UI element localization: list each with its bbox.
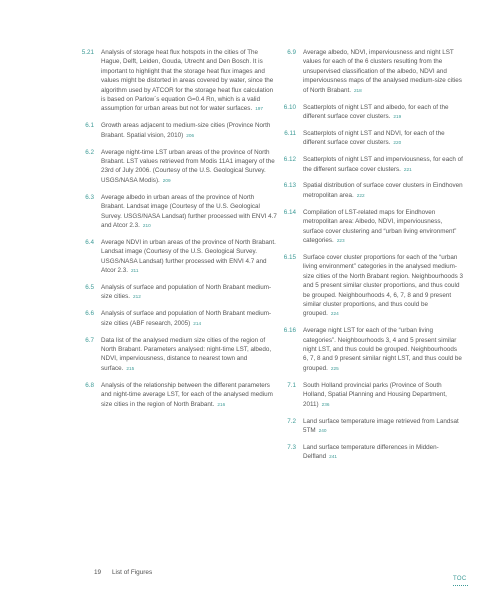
figure-caption — [303, 48, 464, 95]
figure-number: 7.1 — [287, 381, 296, 389]
figure-caption-text: Spatial distribution of surface cover clusters in Eindhoven metropolitan area. — [303, 182, 463, 199]
figure-entry[interactable] — [286, 129, 464, 148]
figure-entry[interactable] — [286, 443, 464, 462]
figure-entry[interactable] — [85, 148, 278, 186]
figure-page-ref[interactable]: 240 — [318, 427, 327, 433]
figure-entry[interactable] — [283, 253, 464, 319]
figure-entry[interactable] — [286, 381, 464, 409]
figure-caption-text: Surface cover cluster proportions for each of the “urban living environment” categories in the analysed medium-size cities of the North Brabant region. Neighbourhoods 3 and 5 present similar cluster proportions, and thus could be grouped. Neighbourhoods 4, 6, 7, 8 and 9 present similar cluster proportions, and thus could be grouped. — [303, 253, 463, 318]
page-number: 19 — [94, 569, 102, 576]
figure-caption — [303, 208, 464, 246]
figure-page-ref[interactable]: 221 — [403, 166, 412, 172]
figure-page-ref[interactable]: 209 — [162, 177, 171, 183]
figure-caption — [101, 336, 278, 374]
figure-number: 6.12 — [283, 156, 296, 164]
figure-caption-text: Average night LST for each of the “urban living categories”. Neighbourhoods 3, 4 and 5 present similar night LST, and thus could be grouped. Neighbourhoods 6, 7, 8 and 9 present similar night LST, and thus could be grouped. — [303, 327, 462, 372]
figure-number: 6.10 — [283, 103, 296, 111]
figure-caption-text: Average albedo, NDVI, imperviousness and night LST values for each of the 6 clusters resulting from the unsupervised classification of the albedo, NDVI and imperviousness maps of the analysed medium-size cities of North Brabant. — [303, 49, 462, 94]
figure-page-ref[interactable]: 241 — [329, 454, 337, 460]
figure-caption-text: Land surface temperature image retrieved from Landsat 5TM — [303, 417, 459, 434]
toc-link[interactable]: TOC — [453, 576, 467, 582]
figure-number: 5.21 — [81, 49, 94, 56]
figure-page-ref[interactable]: 210 — [142, 223, 151, 228]
figure-caption-text: Analysis of the relationship between the different parameters and night-time average LST, for each of the analysed medium size cities in the region of North Brabant. — [101, 381, 273, 408]
figure-page-ref[interactable]: 206 — [186, 132, 195, 138]
figure-caption-text: South Holland provincial parks (Province of South Holland, Spatial Planning and Housing Department, 2011) — [303, 381, 447, 408]
figure-caption — [303, 103, 464, 122]
toc-underline — [453, 585, 468, 586]
figure-page-ref[interactable]: 216 — [217, 401, 226, 407]
figure-caption-text: Land surface temperature differences in Midden-Delfland — [303, 443, 439, 461]
figure-number: 6.1 — [85, 122, 94, 130]
figure-entry[interactable] — [85, 309, 278, 328]
figure-number: 6.14 — [283, 208, 296, 216]
figure-page-ref[interactable]: 218 — [353, 87, 362, 93]
figure-caption — [303, 253, 464, 319]
figure-caption-text: Scatterplots of night LST and NDVI, for each of the different surface cover clusters. — [303, 129, 445, 147]
figure-caption-text: Average night-time LST urban areas of the province of North Brabant. LST values retrieved from Modis 11A1 imagery of the 23rd of July 2006. (Courtesy of the U.S. Geological Survey. USGS/NASA Modis). — [101, 148, 275, 184]
figure-number: 6.15 — [283, 253, 296, 261]
figure-caption-text: Compilation of LST-related maps for Eindhoven metropolitan area: Albedo, NDVI, imperviousness, surface cover clustering and “urban living environment” categories. — [303, 208, 457, 244]
figure-page-ref[interactable]: 225 — [330, 365, 339, 371]
left-column — [81, 48, 278, 417]
figure-entry[interactable] — [85, 336, 278, 374]
figure-entry[interactable] — [85, 238, 278, 276]
figure-entry[interactable] — [85, 283, 278, 302]
figure-caption — [101, 283, 278, 302]
figure-page-ref[interactable]: 219 — [393, 113, 402, 119]
figure-entry[interactable] — [85, 381, 278, 409]
figure-caption — [303, 181, 464, 200]
figure-caption-text: Average NDVI in urban areas of the province of North Brabant. Landsat image (Courtesy of the U.S. Geological Survey. USGS/NASA Landsat) further processed with ENVI 4.7 and Atcor 2.3. — [101, 238, 276, 275]
figure-caption — [101, 148, 278, 186]
figure-caption-text: Analysis of surface and population of North Brabant medium-size cities. — [101, 284, 272, 301]
figure-caption-text: Average albedo in urban areas of the province of North Brabant. Landsat image (Courtesy of the U.S. Geological Survey. USGS/NASA Landsat) further processed with ENVI 4.7 and Atcor 2.3. — [101, 193, 277, 229]
figure-caption — [303, 326, 464, 373]
section-title: List of Figures — [112, 569, 153, 576]
figure-number: 7.3 — [287, 443, 296, 451]
figure-number: 6.8 — [85, 381, 94, 389]
figure-caption-text: Analysis of surface and population of North Brabant medium-size cities (ABF research, 2005) — [101, 310, 272, 327]
figure-number: 7.2 — [287, 417, 296, 425]
figure-page-ref[interactable]: 197 — [255, 106, 264, 112]
figure-page-ref[interactable]: 214 — [193, 320, 202, 326]
figure-caption — [303, 381, 464, 409]
figure-number: 6.7 — [85, 336, 94, 344]
figure-entry[interactable] — [286, 417, 464, 436]
figure-page-ref[interactable]: 236 — [321, 401, 330, 407]
figure-caption-text: Analysis of storage heat flux hotspots in the cities of The Hague, Delft, Leiden, Gouda, Utrecht and Den Bosch. It is important to highlight that the storage heat flux images and values might be distorted in areas covered by water, since the algorithm used by ATCOR for the storage heat flux calculation is based on Parlow´s equation G=0.4 Rn, which is a valid assumption for urban areas but not for water surfaces. — [101, 49, 274, 113]
figure-entry[interactable] — [85, 121, 278, 140]
figure-caption — [101, 121, 278, 140]
figure-page-ref[interactable]: 223 — [336, 238, 345, 243]
figure-caption — [303, 155, 464, 174]
figure-number: 6.4 — [85, 238, 94, 246]
figure-number: 6.3 — [85, 193, 94, 201]
figure-number: 6.13 — [283, 182, 296, 190]
figure-entry[interactable] — [81, 48, 278, 114]
figure-caption — [101, 309, 278, 328]
figure-entry[interactable] — [283, 326, 464, 373]
figure-caption-text: Data list of the analysed medium size cities of the region of North Brabant. Parameters analysed: night-time LST, albedo, NDVI, imperviousness, distance to nearest town and surface. — [101, 336, 272, 372]
figure-number: 6.2 — [85, 148, 94, 156]
figure-entry[interactable] — [283, 155, 464, 174]
figure-number: 6.9 — [287, 49, 296, 56]
figure-entry[interactable] — [283, 103, 464, 122]
figure-number: 6.5 — [85, 284, 94, 292]
figure-page-ref[interactable]: 212 — [133, 294, 141, 300]
figure-caption — [303, 417, 464, 436]
figure-caption — [303, 443, 464, 462]
figure-caption — [101, 193, 278, 231]
figure-page-ref[interactable]: 211 — [130, 268, 139, 274]
figure-page-ref[interactable]: 220 — [393, 140, 402, 146]
figure-caption-text: Scatterplots of night LST and imperviousness, for each of the different surface cover clusters. — [303, 156, 463, 173]
figure-number: 6.6 — [85, 310, 94, 318]
figure-caption — [101, 381, 278, 409]
figure-entry[interactable] — [85, 193, 278, 231]
figure-page-ref[interactable]: 215 — [126, 365, 135, 371]
figure-caption — [101, 238, 278, 276]
figure-entry[interactable] — [283, 181, 464, 200]
figure-entry[interactable] — [283, 208, 464, 246]
figure-caption-text: Scatterplots of night LST and albedo, for each of the different surface cover clusters. — [303, 103, 449, 120]
right-column — [283, 48, 464, 469]
figure-entry[interactable] — [286, 48, 464, 95]
figure-caption — [303, 129, 464, 148]
figure-caption — [101, 48, 278, 114]
figure-page-ref[interactable]: 224 — [330, 311, 339, 317]
figure-number: 6.11 — [284, 129, 296, 137]
figure-page-ref[interactable]: 222 — [356, 192, 365, 198]
figure-caption-text: Growth areas adjacent to medium-size cities (Province North Brabant. Spatial vision, 2010) — [101, 122, 271, 139]
figure-number: 6.16 — [283, 327, 296, 335]
